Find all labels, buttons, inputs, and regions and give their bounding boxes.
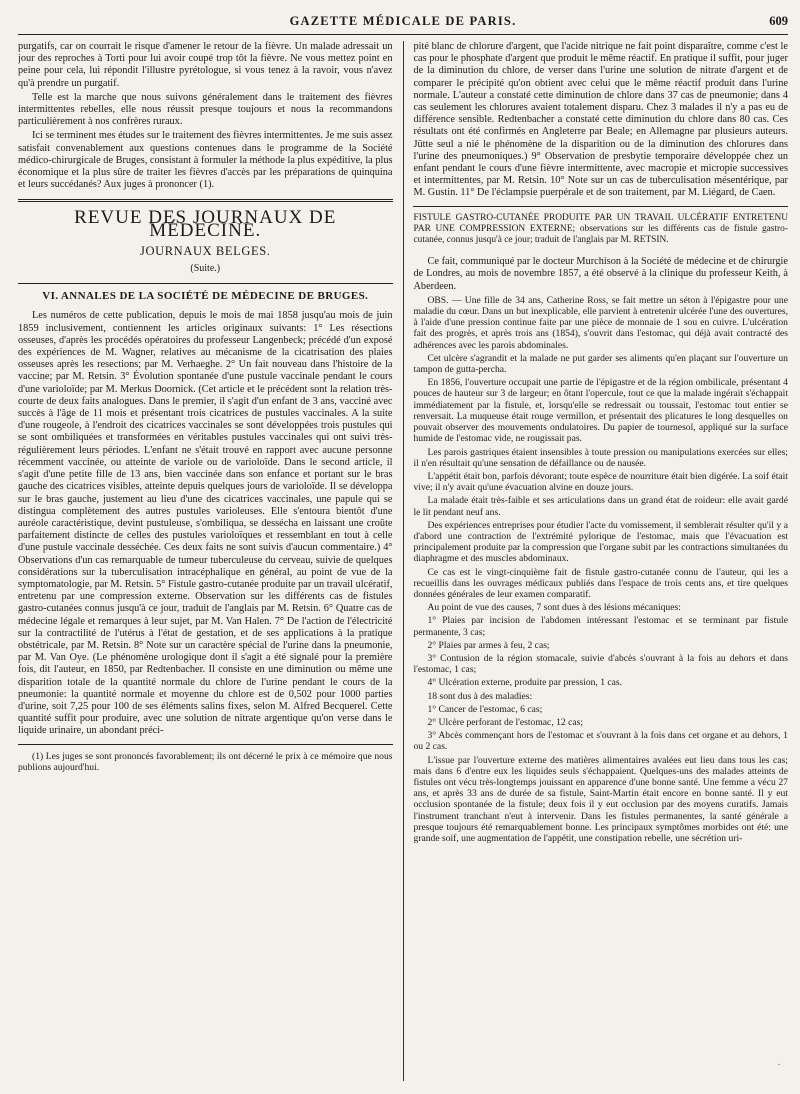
obs-paragraph: Ce cas est le vingt-cinquième fait de fistule gastro-cutanée connu de l'auteur, qui les a recueillis dans les ouvrages médicaux publiés dans l'espace de trois cents ans, et tire quelques données générales de leur examen comparatif. [413,566,788,600]
obs-paragraph: L'issue par l'ouverture externe des matières alimentaires avalées eut lieu dans tous les cas; mais dans 6 d'entre eux les liquides seuls s'échappaient. Quelques-uns des malades atteints de fistules ont vécu très-longtemps jouissant en apparence d'une bonne santé. Une femme a vécu 27 ans, et après 33 ans de durée de sa fistule, Saint-Martin était encore en bonne santé. Il y eut occlusion spontanée de la fistule; deux fois il y eut occlusion par des moyens curatifs. Jamais l'instrument tranchant n'eut à intervenir. Dans les fistules permanentes, la santé générale a presque toujours été remarquablement bonne. Les principaux symptômes morbides ont été: une grande soif, une augmentation de l'appétit, une constipation rebelle, une sécrétion uri- [413,754,788,844]
subsection-title: JOURNAUX BELGES. [140,243,271,258]
article-intro: Ce fait, communiqué par le docteur Murchison à la Société de médecine et de chirurgie de Londres, au mois de novembre 1857, a été observé à la clinique du professeur Keith, à Aberdeen. [413,256,788,292]
obs-paragraph: 1° Plaies par incision de l'abdomen intéressant l'estomac et se terminant par fistule permanente, 3 cas; [413,615,788,638]
two-column-body [18,41,788,1081]
obs-paragraph: 2° Ulcère perforant de l'estomac, 12 cas; [427,716,584,728]
obs-paragraph: 18 sont dus à des maladies: [427,690,533,702]
obs-paragraph: Cet ulcère s'agrandit et la malade ne put garder ses aliments qu'en plaçant sur l'ouverture un tampon de gutta-percha. [413,352,788,376]
footnote [18,751,393,774]
running-header [18,14,788,35]
article-paragraph: Les numéros de cette publication, depuis le mois de mai 1858 jusqu'au mois de juin 1859 inclusivement, contiennent les articles originaux suivants: 1° Les résections osseuses, d'après les procédés opératoires du professeur Langenbeck; précédé d'un exposé des expériences de M. Wagner, relatives au mécanisme de la cicatrisation des plaies osseuses après les resections; par M. Verhaeghe. 2° Un fait nouveau dans l'histoire de la vaccine; par M. Retsin. 3° Évolution spontanée d'une pustule vaccinale pendant le cours d'une varioloïde; par M. Merkus Doornick. (Cet article et le précédent sont la relation très-courte de deux faits analogues. Dans le premier, il s'agit d'un enfant de 3 ans, vacciné avec succès à l'âge de 11 mois et présentant trois cicatrices de pustules vaccinales. A la suite d'une rougeole, à l'endroit des cicatrices vaccinales se sont développées trois pustules qui se sont ombiliquées et transformées en véritables pustules vaccinales qui ont suivi très-régulièrement leurs périodes. L'enfant ne s'était trouvé en rapport avec aucune personne récemment vaccinée, ou atteinte de variole ou de varioloïde. Dans le second article, il s'agit d'une petite fille de 13 ans, bien vaccinée dans son enfance et portant sur le bras gauche des cicatrices visibles, atteinte depuis quelques jours de varioloïde. Il se développa sur le bras gauche, justement au lieu d'une des cicatrices vaccinales, une papule qui se distingua complètement des autres pustules varioleuses. Elle s'entoura bientôt d'une auréole caractéristique, devint pustuleuse, s'ombiliqua, se dessécha en laissant une croûte parfaitement distincte de celles des pustules varioloïques et ressemblant en tout à celle d'une pustule vaccinale desséchée. Ces deux faits ne sont suivis d'aucun commentaire.) 4° Observations d'un cas remarquable de tumeur tuberculeuse du cerveau, suivie de quelques considérations sur la tuberculisation intracéphalique en général, au point de vue de la symptomatologie, par M. Retsin. 5° Fistule gastro-cutanée produite par un travail ulcératif, entretenu par une compression externe. Observation sur les différents cas de fistules gastro-cutanées connus jusqu'à ce jour, traduit de l'anglais par M. Retsin. 6° Quatre cas de médecine légale et remarques à leur sujet, par M. Van Halen. 7° De l'action de l'électricité sur la contractilité de l'utérus à l'état de gestation, et de ses applications à la pratique obstétricale, par M. Retsin. 8° Note sur un caractère spécial de l'urine dans la pneumonie, par M. Van Oye. (Le phénomène urologique dont il s'agit a été signalé pour la première fois, dit l'auteur, en 1850, par Redtenbacher. Il consiste en une diminution ou même une disparition totale de la quantité normale du chlore de l'urine pendant le cours de la pneumonie: la quantité normale et moyenne du chlore est de 0,502 pour 1000 parties d'urine, soit 7,25 pour 100 de ses éléments salins fixes, selon M. Alfred Becquerel. Cette quantité suffit pour produire, avec une solution de nitrate argentique qu'on verse dans le liquide urinaire, un abondant préci- [18,310,393,737]
page-number: 609 [769,14,788,28]
obs-paragraph: 1° Cancer de l'estomac, 6 cas; [427,703,543,715]
obs-paragraph: Les parois gastriques étaient insensibles à toute pression ou manipulations exercées sur elles; il n'en résultait qu'une sensation de défaillance ou de nausée. [413,446,788,469]
column-rule [403,41,404,1081]
obs-paragraph: 2° Plaies par armes à feu, 2 cas; [427,639,550,651]
left-column [18,41,399,1081]
intro-paragraph: Ici se terminent mes études sur le traitement des fièvres intermittentes. Je me suis assez satisfait convenablement aux questions contenues dans le programme de la Société médico-chirurgicale de Bruges, consistant à formuler la méthode la plus expéditive, la plus économique et la plus sûre de traiter les fièvres d'accès par les préparations de quinquina et leurs succédanés? Aux juges à prononcer (1). [18,130,393,191]
obs-paragraph: La malade était très-faible et ses articulations dans un grand état de roideur: elle avait gardé le lit pendant neuf ans. [413,495,788,518]
intro-paragraph: purgatifs, car on courrait le risque d'amener le retour de la fièvre. Un malade adressait un jour des reproches à Torti pour lui avoir coupé trop tôt la fièvre. Ne vous mettez point en peine pour cela, lui répondit l'illustre pyrétologue, si vous tenez à la ravoir, vous n'avez qu'à prendre un purgatif. [18,41,393,89]
footnote-text: (1) Les juges se sont prononcés favorablement; ils ont décerné le prix à ce mémoire que nous publions aujourd'hui. [18,750,393,773]
obs-paragraph: Des expériences entreprises pour étudier l'acte du vomissement, il semblerait résulter qu'il y a d'abord une contraction de l'extrémité pylorique de l'estomac, mais que l'évacuation est principalement produite par la compression que l'organe subit par les contractions simultanées du diaphragme et des muscles abdominaux. [413,519,788,565]
divider [18,283,393,284]
journal-title: GAZETTE MÉDICALE DE PARIS. [289,14,517,28]
section-divider [18,199,393,202]
continued-paragraph: pité blanc de chlorure d'argent, que l'acide nitrique ne fait point disparaître, comme c'est le cas pour le phosphate d'argent que produit le même réactif. En pratique il suffit, pour juger de la diminution du chlore, de verser dans l'urine une solution de nitrate d'argent et de comparer le précipité qu'on obtient avec celui que le même réactif produit dans l'urine normale. L'auteur a constaté cette diminution de chlore dans 37 cas de pneumonie; dans 4 cas seulement les chlorures avaient totalement disparu. Chez 3 malades il n'y a pas eu de différence sensible. Redtenbacher a constaté cette diminution du chlore dans 80 cas. Ces résultats ont été confirmés en Angleterre par Beale; en Allemagne par plusieurs auteurs. Jütte seul a nié le phénomène de la disparition ou de la diminution des chlorures dans l'urine des pneumoniques.) 9° Observation de presbytie temporaire développée chez un enfant pendant le cours d'une fièvre intermittente, avec macropie et micropie successives et intermittentes, par M. Retsin. 10° Note sur un cas de tuberculisation mésentérique, par M. Gustin. 11° De l'éclampsie puerpérale et de son traitement, par M. Liégard, de Caen. [413,41,788,199]
footnote-divider [18,744,393,745]
corner-mark-icon: · [777,1059,781,1071]
article-heading: VI. ANNALES DE LA SOCIÉTÉ DE MÉDECINE DE BRUGES. [42,290,369,303]
obs-paragraph: L'appétit était bon, parfois dévorant; toute espèce de nourriture était bien digérée. La soif était vive; il n'y avait qu'une évacuation alvine en douze jours. [413,470,788,494]
section-title: REVUE DES JOURNAUX DE MÉDECINE. [74,207,337,241]
article-heading-fistule: FISTULE GASTRO-CUTANÉE PRODUITE PAR UN TRAVAIL ULCÉRATIF ENTRETENU PAR UNE COMPRESSION EXTERNE; observations sur les différents cas de fistule gastro-cutanée, connus jusqu'à ce jour; traduit de l'anglais par M. RETSIN. [413,212,788,246]
intro-paragraph: Telle est la marche que nous suivons généralement dans le traitement des fièvres intermittentes rebelles, elle nous réussit presque toujours et nous la recommandons particulièrement à nos confrères ruraux. [18,91,393,128]
obs-paragraph: En 1856, l'ouverture occupait une partie de l'épigastre et de la région ombilicale, présentant 4 pouces de hauteur sur 3 de largeur; en ôtant l'opercule, tout ce que la malade ingérait s'échappait immédiatement par la fistule, et, lorsqu'elle se redressait ou toussait, l'estomac tout entier se renversait. La muqueuse était rouge vermillon, et présentait des plicatures le long desquelles on pouvait observer des mouvements ondulatoires. Du papier de tournesol, appliqué sur la surface humide de l'estomac vide, ne rougissait pas. [413,377,788,445]
observation-block [413,295,788,844]
suite-label: (Suite.) [190,263,221,275]
divider [413,206,788,207]
obs-paragraph: 4° Ulcération externe, produite par pression, 1 cas. [427,677,623,689]
obs-paragraph: OBS. — Une fille de 34 ans, Catherine Ross, se fait mettre un séton à l'épigastre pour une maladie du cœur. Dans un but inexplicable, elle parvient à entretenir ulcérée l'une des ouvertures, à l'aide d'une pression continue faite par une pièce de monnaie de 1 sou en cuivre. L'ulcération fait des progrès, et après trois ans (1854), s'ouvrit dans l'estomac, qui déjà avait contracté des adhérences avec les parois abdominales. [413,294,788,351]
obs-paragraph: Au point de vue des causes, 7 sont dues à des lésions mécaniques: [427,602,681,614]
obs-paragraph: 3° Abcès commençant hors de l'estomac et s'ouvrant à la fois dans cet organe et au dehors, 1 ou 2 cas. [413,730,788,753]
obs-paragraph: 3° Contusion de la région stomacale, suivie d'abcès s'ouvrant à la fois au dehors et dans l'estomac, 1 cas; [413,652,788,676]
right-column [407,41,788,1081]
